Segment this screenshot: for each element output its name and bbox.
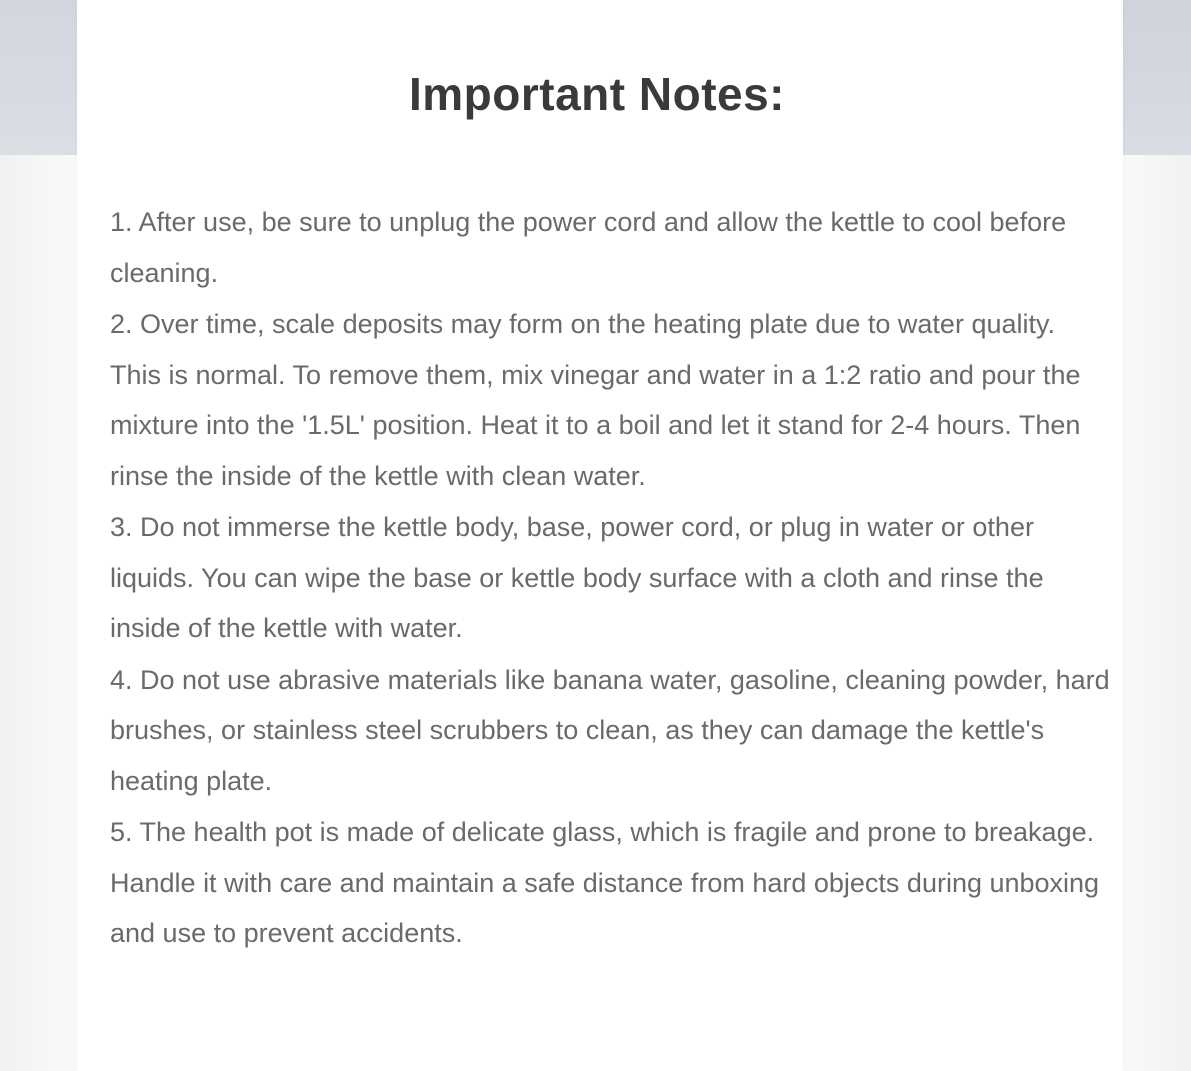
page-title: Important Notes: [409, 68, 785, 120]
background-fade-left [0, 155, 77, 1071]
note-item-3: 3. Do not immerse the kettle body, base, power cord, or plug in water or other liquids. You can wipe the base or kettle body surface with a cloth and rinse the inside of the kettle with water. [110, 512, 1044, 643]
note-item-5: 5. The health pot is made of delicate glass, which is fragile and prone to breakage. Handle it with care and maintain a safe distance from hard objects during unboxing and use to prevent accidents. [110, 817, 1100, 948]
background-band-right [1123, 0, 1191, 155]
notes-list [110, 197, 1110, 960]
background-band-left [0, 0, 77, 155]
note-item-2: 2. Over time, scale deposits may form on the heating plate due to water quality. This is normal. To remove them, mix vinegar and water in a 1:2 ratio and pour the mixture into the '1.5L' position. Heat it to a boil and let it stand for 2-4 hours. Then rinse the inside of the kettle with clean water. [110, 309, 1081, 491]
note-item-1: 1. After use, be sure to unplug the power cord and allow the kettle to cool before cleaning. [110, 207, 1067, 288]
notes-card [77, 0, 1123, 1071]
background-fade-right [1123, 155, 1191, 1071]
note-item-4: 4. Do not use abrasive materials like banana water, gasoline, cleaning powder, hard brushes, or stainless steel scrubbers to clean, as they can damage the kettle's heating plate. [110, 664, 1110, 796]
